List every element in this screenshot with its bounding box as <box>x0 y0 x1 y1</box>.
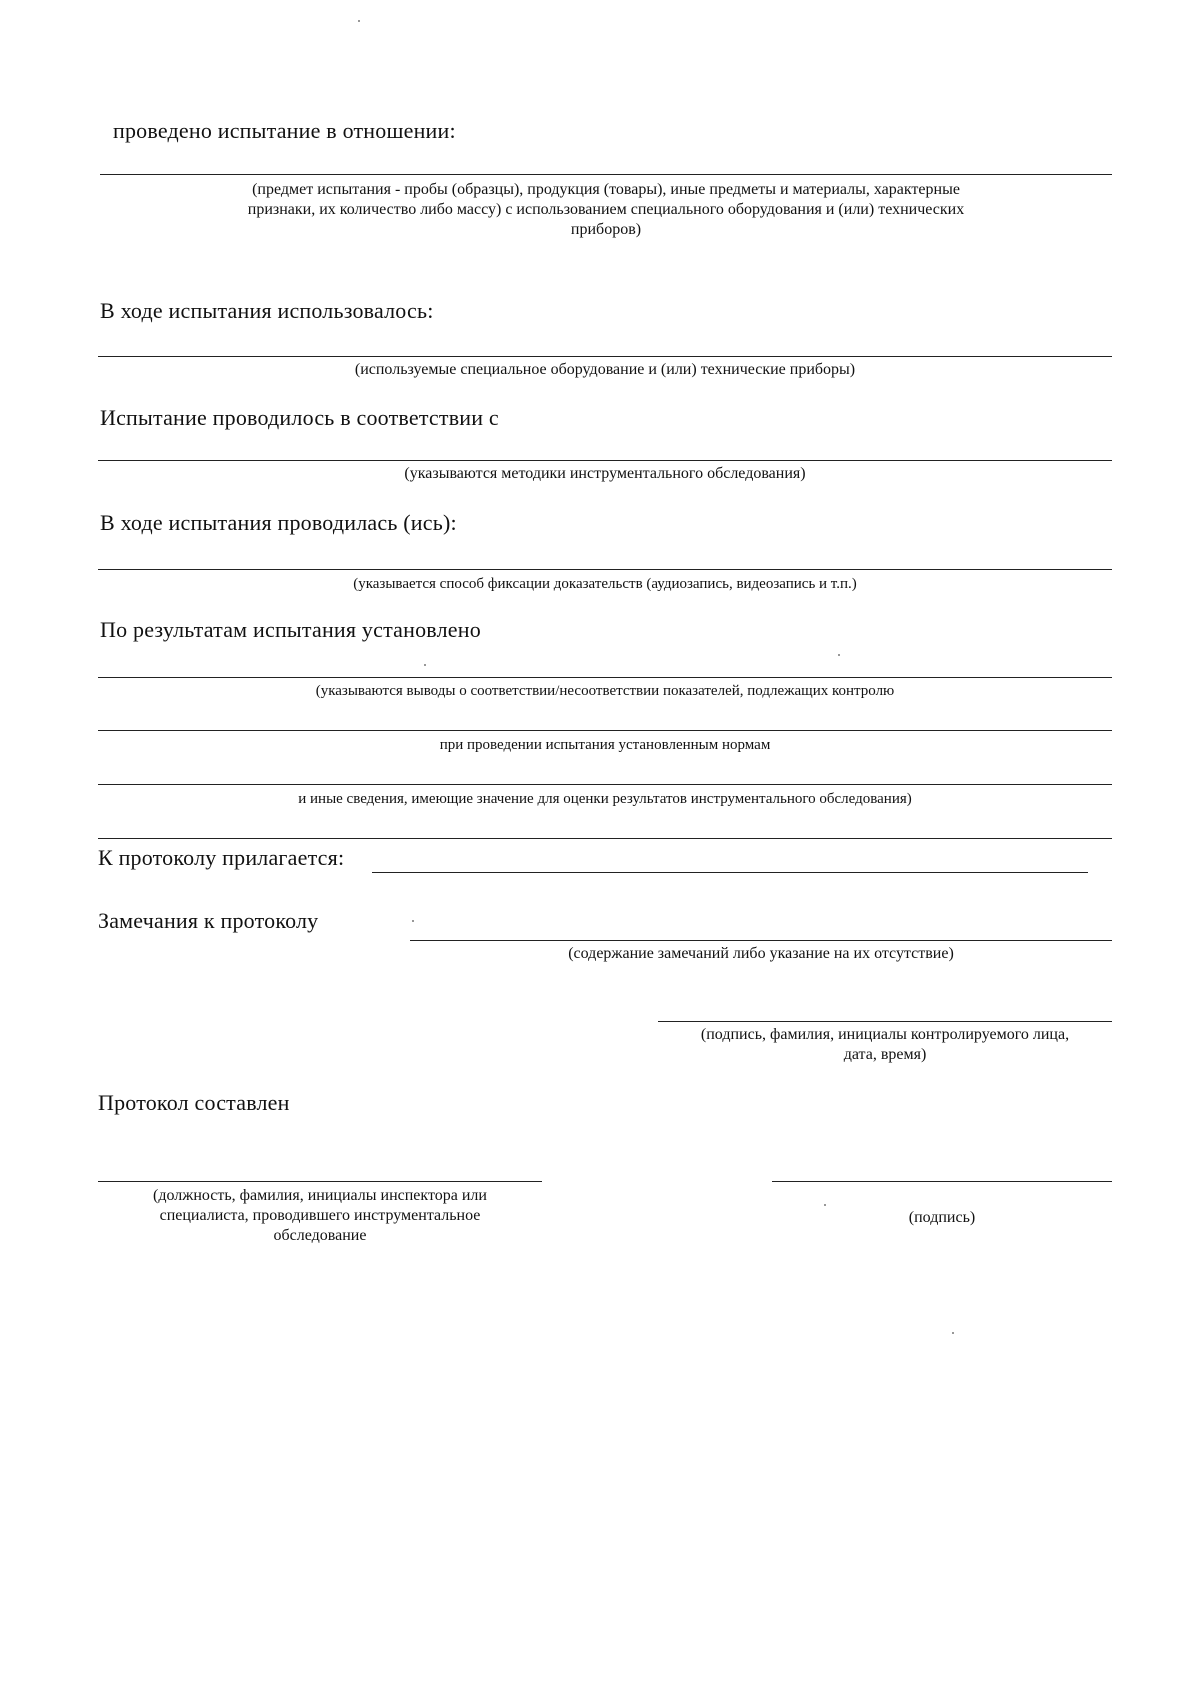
scan-speck <box>952 1332 954 1334</box>
scan-speck <box>838 654 840 656</box>
remarks-hint: (содержание замечаний либо указание на их отсутствие) <box>568 945 954 962</box>
scan-speck <box>412 920 414 922</box>
method-input-line[interactable] <box>98 460 1112 461</box>
fixation-label: В ходе испытания проводилась (ись): <box>100 510 457 535</box>
signature-hint: (подпись) <box>908 1209 976 1226</box>
equipment-label: В ходе испытания использовалось: <box>100 298 434 323</box>
results-input-line-1[interactable] <box>98 677 1112 678</box>
scan-speck <box>358 20 360 22</box>
results-hint-3: и иные сведения, имеющие значение для оценки результатов инструментального обследования) <box>298 791 912 807</box>
subject-hint <box>100 180 1112 240</box>
remarks-input-line[interactable] <box>410 940 1112 941</box>
method-hint: (указываются методики инструментального обследования) <box>404 465 806 482</box>
results-hint-1: (указываются выводы о соответствии/несоответствии показателей, подлежащих контролю <box>315 683 895 699</box>
controlled-signature-hint-line-1: (подпись, фамилия, инициалы контролируемого лица, <box>700 1026 1070 1043</box>
results-hint-2: при проведении испытания установленным нормам <box>439 737 771 753</box>
scan-speck <box>424 664 426 666</box>
inspector-hint-line-2: специалиста, проводившего инструментальное <box>159 1207 481 1224</box>
equipment-input-line[interactable] <box>98 356 1112 357</box>
scan-speck <box>824 1204 826 1206</box>
equipment-hint: (используемые специальное оборудование и (или) технические приборы) <box>354 361 856 378</box>
results-input-line-3[interactable] <box>98 784 1112 785</box>
controlled-signature-hint-line-2: дата, время) <box>843 1046 927 1063</box>
remarks-label: Замечания к протоколу <box>98 908 319 933</box>
signature-input-line[interactable] <box>772 1181 1112 1182</box>
inspector-hint-line-3: обследование <box>273 1227 367 1244</box>
subject-hint-line-1: (предмет испытания - пробы (образцы), продукция (товары), иные предметы и материалы, характерные <box>252 181 960 198</box>
inspector-hint <box>98 1186 542 1246</box>
fixation-hint: (указывается способ фиксации доказательств (аудиозапись, видеозапись и т.п.) <box>353 576 857 592</box>
method-label: Испытание проводилось в соответствии с <box>100 405 499 430</box>
subject-hint-line-3: приборов) <box>570 221 642 238</box>
attachment-label: К протоколу прилагается: <box>98 845 345 870</box>
results-label: По результатам испытания установлено <box>100 617 481 642</box>
compiled-label: Протокол составлен <box>98 1090 290 1115</box>
results-input-line-4[interactable] <box>98 838 1112 839</box>
results-input-line-2[interactable] <box>98 730 1112 731</box>
fixation-input-line[interactable] <box>98 569 1112 570</box>
inspector-input-line[interactable] <box>98 1181 542 1182</box>
controlled-signature-hint <box>658 1025 1112 1065</box>
inspector-hint-line-1: (должность, фамилия, инициалы инспектора или <box>153 1187 487 1204</box>
attachment-input-line[interactable] <box>372 872 1088 873</box>
subject-input-line[interactable] <box>100 174 1112 175</box>
subject-intro-label: проведено испытание в отношении: <box>113 118 456 143</box>
subject-hint-line-2: признаки, их количество либо массу) с использованием специального оборудования и (или) технических <box>247 201 965 218</box>
controlled-signature-line[interactable] <box>658 1021 1112 1022</box>
